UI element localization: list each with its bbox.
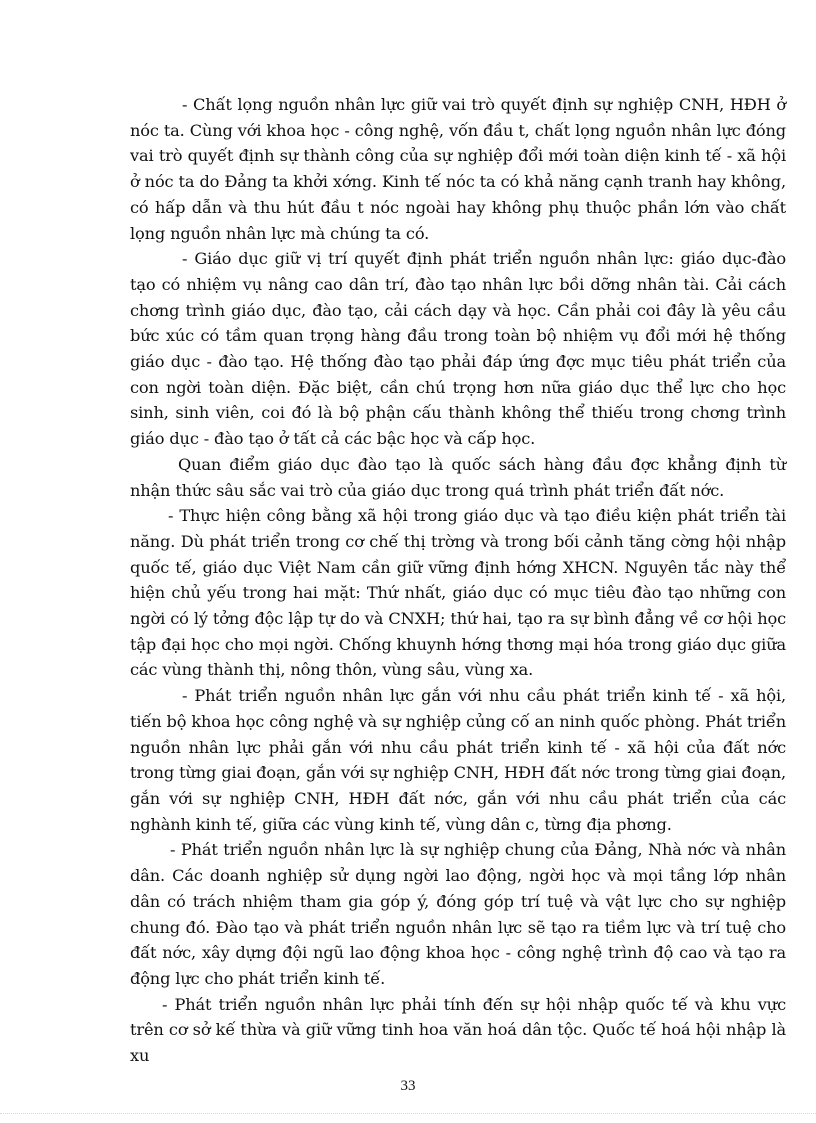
- paragraph-international-integration: - Phát triển nguồn nhân lực phải tính đến sự hội nhập quốc tế và khu vực trên cơ sở kế thừa và giữ vững tinh hoa văn hoá dân tộc. Quốc tế hoá hội nhập là xu: [130, 994, 786, 1066]
- paragraph-shared-responsibility: - Phát triển nguồn nhân lực là sự nghiệp chung của Đảng, Nhà nớc và nhân dân. Các doanh nghiệp sử dụng ngời lao động, ngời học và mọi tầng lớp nhân dân có trách nhiệm tham gia góp ý, đóng góp trí tuệ và vật lực cho sự nghiệp chung đó. Đào tạo và phát triển nguồn nhân lực sẽ tạo ra tiềm lực và trí tuệ cho đất nớc, xây dựng đội ngũ lao động khoa học - công nghệ trình độ cao và tạo ra động lực cho phát triển kinh tế.: [130, 840, 786, 988]
- paragraph-social-equity: - Thực hiện công bằng xã hội trong giáo dục và tạo điều kiện phát triển tài năng. Dù phát triển trong cơ chế thị trờng và trong bối cảnh tăng cờng hội nhập quốc tế, giáo dục Việt Nam cần giữ vững định hớng XHCN. Nguyên tắc này thể hiện chủ yếu trong hai mặt: Thứ nhất, giáo dục có mục tiêu đào tạo những con ngời có lý tởng độc lập tự do và CNXH; thứ hai, tạo ra sự bình đẳng về cơ hội học tập đại học cho mọi ngời. Chống khuynh hớng thơng mại hóa trong giáo dục giữa các vùng thành thị, nông thôn, vùng sâu, vùng xa.: [130, 506, 786, 680]
- paragraph-education-role: - Giáo dục giữ vị trí quyết định phát triển nguồn nhân lực: giáo dục-đào tạo có nhiệm vụ nâng cao dân trí, đào tạo nhân lực bồi dỡng nhân tài. Cải cách chơng trình giáo dục, đào tạo, cải cách dạy và học. Cần phải coi đây là yêu cầu bức xúc có tầm quan trọng hàng đầu trong toàn bộ nhiệm vụ đổi mới hệ thống giáo dục - đào tạo. Hệ thống đào tạo phải đáp ứng đợc mục tiêu phát triển của con ngời toàn diện. Đặc biệt, cần chú trọng hơn nữa giáo dục thể lực cho học sinh, sinh viên, coi đó là bộ phận cấu thành không thể thiếu trong chơng trình giáo dục - đào tạo ở tất cả các bậc học và cấp học.: [130, 249, 786, 449]
- paragraph-socioeconomic-needs: - Phát triển nguồn nhân lực gắn với nhu cầu phát triển kinh tế - xã hội, tiến bộ khoa học công nghệ và sự nghiệp củng cố an ninh quốc phòng. Phát triển nguồn nhân lực phải gắn với nhu cầu phát triển kinh tế - xã hội của đất nớc trong từng giai đoạn, gắn với sự nghiệp CNH, HĐH đất nớc trong từng giai đoạn, gắn với sự nghiệp CNH, HĐH đất nớc, gắn với nhu cầu phát triển của các nghành kinh tế, giữa các vùng kinh tế, vùng dân c, từng địa phơng.: [130, 686, 786, 834]
- document-body: [130, 92, 786, 1069]
- paragraph-human-resource-quality: - Chất lọng nguồn nhân lực giữ vai trò quyết định sự nghiệp CNH, HĐH ở nóc ta. Cùng với khoa học - công nghệ, vốn đầu t, chất lọng nguồn nhân lực đóng vai trò quyết định sự thành công của sự nghiệp đổi mới toàn diện kinh tế - xã hội ở nóc ta do Đảng ta khởi xớng. Kinh tế nóc ta có khả năng cạnh tranh hay không, có hấp dẫn và thu hút đầu t nóc ngoài hay không phụ thuộc phần lớn vào chất lọng nguồn nhân lực mà chúng ta có.: [130, 95, 786, 243]
- paragraph-education-policy: Quan điểm giáo dục đào tạo là quốc sách hàng đầu đợc khẳng định từ nhận thức sâu sắc vai trò của giáo dục trong quá trình phát triển đất nớc.: [130, 454, 786, 500]
- page-number: 33: [400, 1078, 416, 1094]
- page-bottom-divider: [0, 1113, 816, 1114]
